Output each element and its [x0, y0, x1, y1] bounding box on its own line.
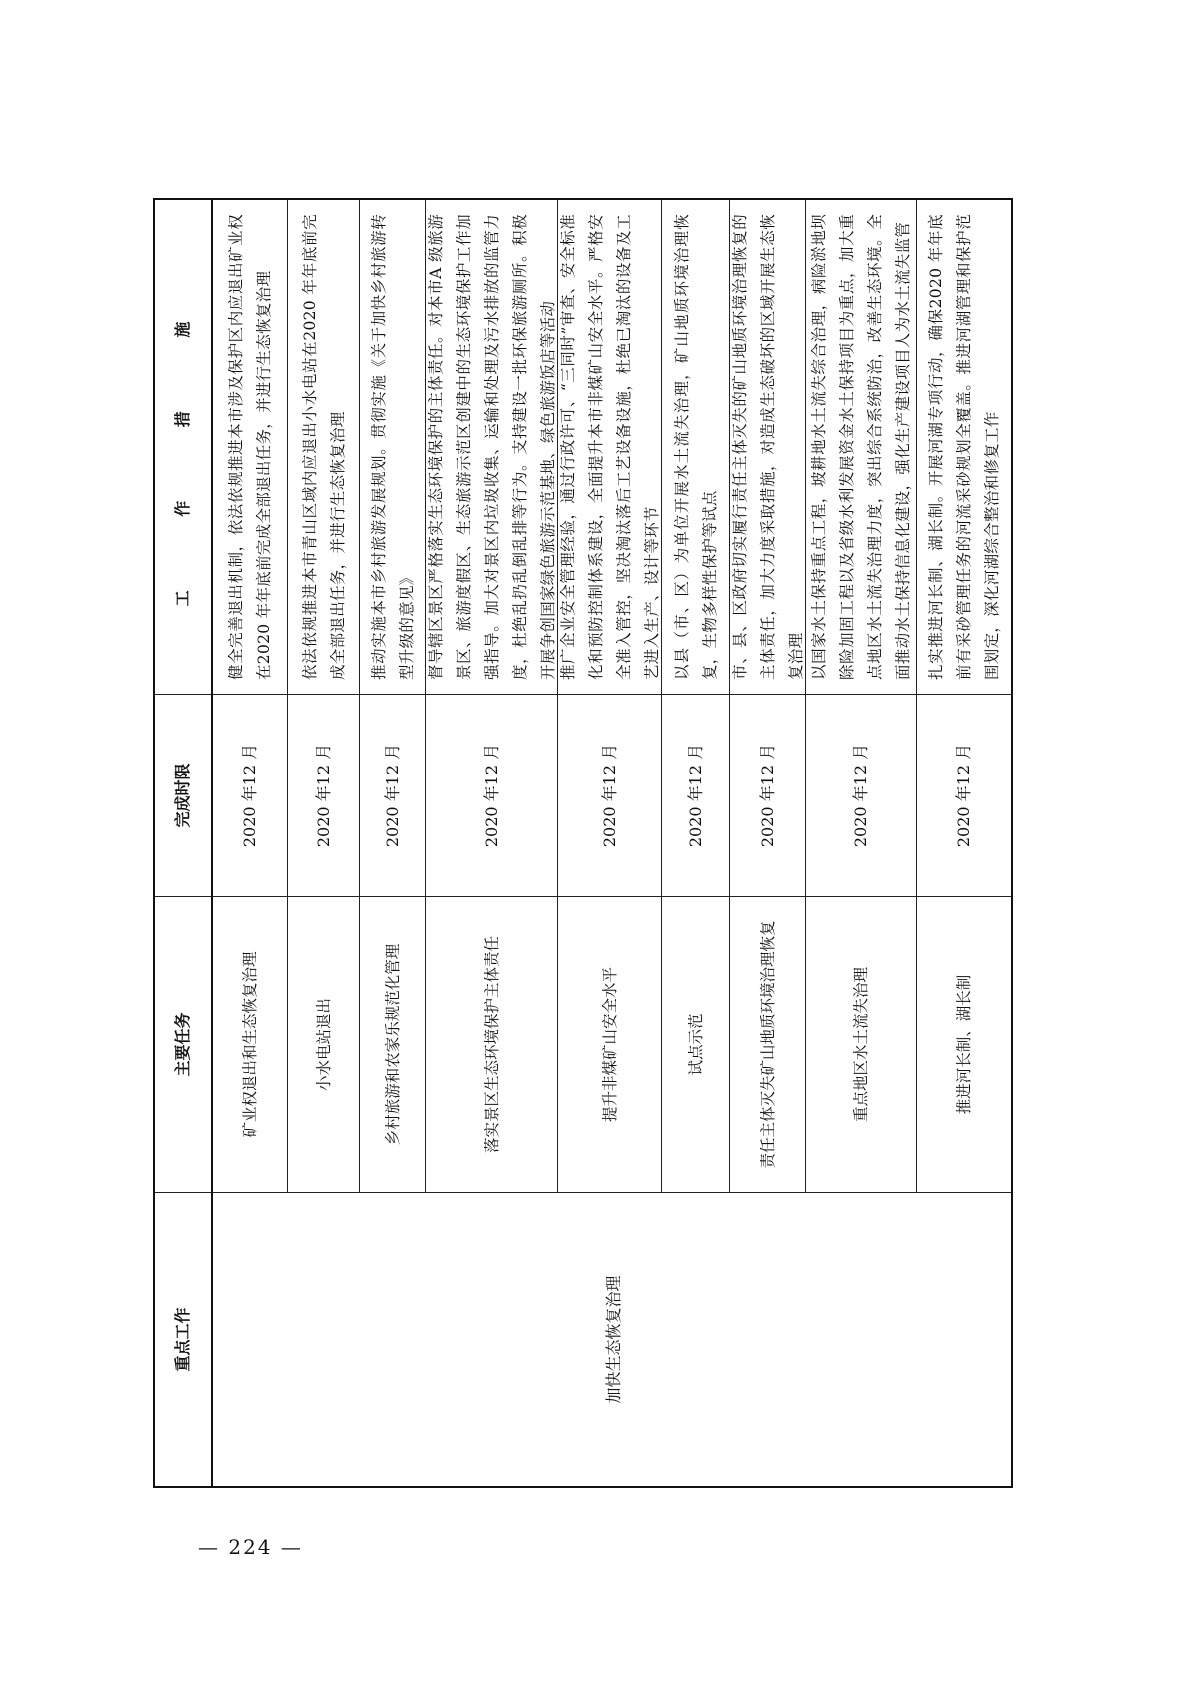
measure-cell: 推动实施本市乡村旅游发展规划。贯彻实施《关于加快乡村旅游转型升级的意见》 [369, 214, 416, 680]
deadline-cell: 2020 年12 月 [360, 694, 425, 896]
table-row [288, 200, 360, 1192]
page-number: — 224 — [198, 1535, 303, 1559]
measure-cell: 市、县、区政府切实履行责任主体灭失的矿山地质环境治理恢复的主体责任，加大力度采取措施，对造成生态破坏的区域开展生态恢复治理 [730, 214, 805, 680]
measure-cell: 依法依规推进本市青山区域内应退出小水电站在2020 年年底前完成全部退出任务，并进行生态恢复治理 [300, 214, 347, 680]
deadline-cell: 2020 年12 月 [426, 694, 557, 896]
measure-cell: 健全完善退出机制，依法依规推进本市涉及保护区内应退出矿业权在2020 年年底前完成全部退出任务，并进行生态恢复治理 [227, 214, 273, 680]
deadline-cell: 2020 年12 月 [806, 694, 916, 896]
table-row [730, 200, 806, 1192]
task-cell: 责任主体灭失矿山地质环境治理恢复 [730, 896, 805, 1192]
table-row [360, 200, 426, 1192]
task-cell: 矿业权退出和生态恢复治理 [213, 896, 287, 1192]
table-row [426, 200, 558, 1192]
table-row [806, 200, 917, 1192]
deadline-cell: 2020 年12 月 [558, 694, 661, 896]
task-rows [213, 200, 1011, 1192]
table-row [213, 200, 288, 1192]
measure-cell: 以县（市、区）为单位开展水土流失治理，矿山地质环境治理恢复，生物多样性保护等试点 [672, 214, 719, 680]
table-row [917, 200, 1011, 1192]
task-cell: 重点地区水土流失治理 [806, 896, 916, 1192]
table-header-row [155, 200, 213, 1486]
measure-cell: 督导辖区景区严格落实生态环境保护的主体责任。对本市A 级旅游景区、旅游度假区、生态旅游示范区创建中的生态环境保护工作加强指导。加大对景区内垃圾收集、运输和处理及污水排放的监管力度，杜绝乱扔乱倒乱排等行为。支持建设一批环保旅游厕所。积极开展争创国家绿色旅游示范基地、绿色旅游饭店等活动 [426, 214, 557, 680]
deadline-cell: 2020 年12 月 [288, 694, 359, 896]
deadline-cell: 2020 年12 月 [662, 694, 729, 896]
header-key-work: 重点工作 [155, 1192, 211, 1486]
measure-cell: 以国家水土保持重点工程，坡耕地水土流失综合治理，病险淤地坝除险加固工程以及省级水利发展资金水土保持项目为重点，加大重点地区水土流失治理力度，突出综合系统防治，改善生态环境。全面推动水土保持信息化建设，强化生产建设项目人为水土流失监管 [810, 214, 912, 680]
measure-cell: 扎实推进河长制、湖长制。开展河湖专项行动，确保2020 年年底前有采砂管理任务的河流采砂规划全覆盖。推进河湖管理和保护范围划定，深化河湖综合整治和修复工作 [927, 214, 1001, 680]
table-row [558, 200, 662, 1192]
task-cell: 落实景区生态环境保护主体责任 [426, 896, 557, 1192]
header-main-task: 主要任务 [155, 896, 211, 1192]
header-deadline: 完成时限 [155, 694, 211, 896]
header-measures: 工 作 措 施 [173, 287, 192, 607]
work-measures-table [153, 198, 1013, 1488]
deadline-cell: 2020 年12 月 [917, 694, 1011, 896]
task-cell: 试点示范 [662, 896, 729, 1192]
task-cell: 乡村旅游和农家乐规范化管理 [360, 896, 425, 1192]
measure-cell: 推广企业安全管理经验，通过行政许可、“三同时”审查、安全标准化和预防控制体系建设，全面提升本市非煤矿山安全水平。严格安全准入管控，坚决淘汰落后工艺设备设施，杜绝已淘汰的设备及工艺进入生产、设计等环节 [558, 214, 661, 680]
deadline-cell: 2020 年12 月 [213, 694, 287, 896]
table-row [662, 200, 730, 1192]
task-cell: 提升非煤矿山安全水平 [558, 896, 661, 1192]
task-cell: 小水电站退出 [288, 896, 359, 1192]
deadline-cell: 2020 年12 月 [730, 694, 805, 896]
key-work-cell: 加快生态恢复治理 [213, 1192, 1011, 1486]
task-cell: 推进河长制、湖长制 [917, 896, 1011, 1192]
table-body [213, 200, 1011, 1486]
